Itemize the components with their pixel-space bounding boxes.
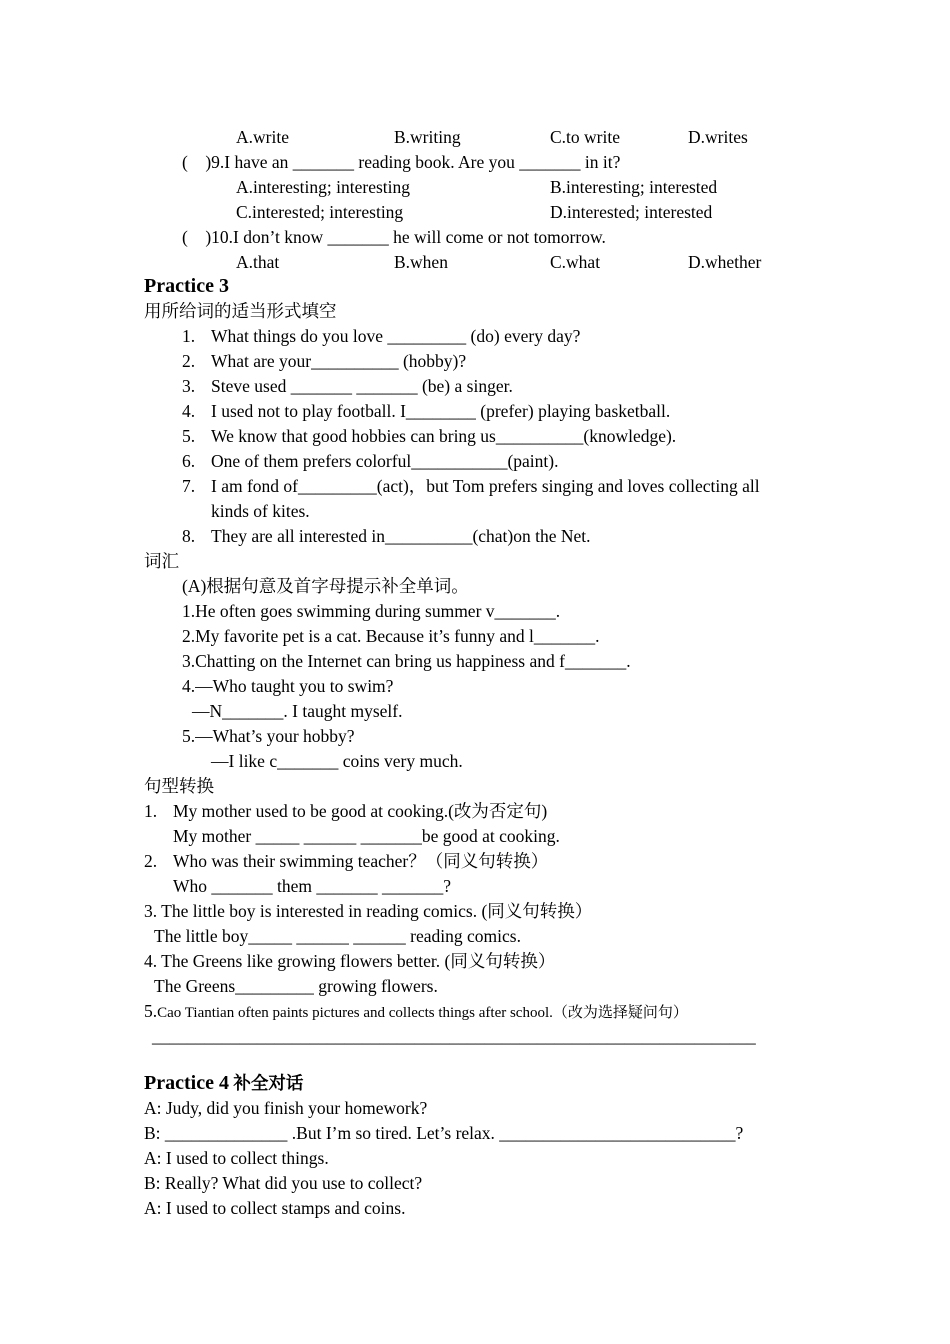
q9-option-b: B.interesting; interested — [550, 177, 718, 197]
dialog-line-4: B: Really? What did you use to collect? — [144, 1173, 423, 1193]
p3-item-8-number: 8. — [182, 526, 196, 546]
practice3-instruction: 用所给词的适当形式填空 — [144, 301, 337, 321]
q8-option-a: A.write — [236, 127, 289, 147]
transform-q1: My mother used to be good at cooking.(改为否定句) — [173, 801, 548, 821]
dialog-line-5: A: I used to collect stamps and coins. — [144, 1198, 406, 1218]
q9-option-d: D.interested; interested — [550, 202, 713, 222]
practice3-title: Practice 3 — [144, 275, 229, 297]
vocab-line-3: 3.Chatting on the Internet can bring us happiness and f_______. — [182, 651, 631, 671]
q8-option-c: C.to write — [550, 127, 620, 147]
p3-item-4-number: 4. — [182, 401, 196, 421]
transform-q3: 3. The little boy is interested in reading comics. (同义句转换） — [144, 901, 593, 921]
p3-item-7: I am fond of_________(act)，but Tom prefers singing and loves collecting all — [211, 476, 760, 496]
q9-option-a: A.interesting; interesting — [236, 177, 410, 197]
transform-q4: 4. The Greens like growing flowers better. (同义句转换） — [144, 951, 556, 971]
transform-q1-number: 1. — [144, 801, 158, 821]
transform-q3-answer: The little boy_____ ______ ______ reading comics. — [154, 926, 521, 946]
p3-item-6-number: 6. — [182, 451, 196, 471]
transform-q4-answer: The Greens_________ growing flowers. — [154, 976, 438, 996]
q10-stem: ( )10.I don’t know _______ he will come or not tomorrow. — [182, 227, 606, 247]
q10-option-c: C.what — [550, 252, 601, 272]
vocab-subtitle: (A)根据句意及首字母提示补全单词。 — [182, 576, 469, 596]
transform-q1-answer: My mother _____ ______ _______be good at cooking. — [173, 826, 560, 846]
dialog-line-2: B: ______________ .But I’m so tired. Let’s relax. ___________________________? — [144, 1123, 744, 1143]
p3-item-8: They are all interested in__________(chat)on the Net. — [211, 526, 591, 546]
dialog-line-1: A: Judy, did you finish your homework? — [144, 1098, 428, 1118]
dialog-line-3: A: I used to collect things. — [144, 1148, 329, 1168]
p3-item-6: One of them prefers colorful___________(paint). — [211, 451, 559, 471]
p3-item-5-number: 5. — [182, 426, 196, 446]
vocab-line-2: 2.My favorite pet is a cat. Because it’s funny and l_______. — [182, 626, 600, 646]
p3-item-3-number: 3. — [182, 376, 196, 396]
p3-item-1: What things do you love _________ (do) every day? — [211, 326, 581, 346]
practice4-title: Practice 4 — [144, 1072, 229, 1094]
transform-q5 — [144, 999, 688, 1026]
p3-item-5: We know that good hobbies can bring us__________(knowledge). — [211, 426, 677, 446]
vocab-line-5-answer: —I like c_______ coins very much. — [211, 751, 463, 771]
transform-q2-answer: Who _______ them _______ _______? — [173, 876, 452, 896]
vocab-line-4-answer: —N_______. I taught myself. — [192, 701, 403, 721]
p3-item-3: Steve used _______ _______ (be) a singer. — [211, 376, 513, 396]
p3-item-1-number: 1. — [182, 326, 196, 346]
q8-option-d: D.writes — [688, 127, 748, 147]
transform-q2-number: 2. — [144, 851, 158, 871]
q10-option-d: D.whether — [688, 252, 762, 272]
transform-q5-text: Cao Tiantian often paints pictures and collects things after school.（改为选择疑问句） — [157, 1005, 688, 1021]
q8-option-b: B.writing — [394, 127, 461, 147]
q10-option-a: A.that — [236, 252, 280, 272]
transform-title: 句型转换 — [144, 776, 214, 796]
q10-option-b: B.when — [394, 252, 448, 272]
practice4-title-cn: 补全对话 — [233, 1073, 304, 1093]
p3-item-2-number: 2. — [182, 351, 196, 371]
vocab-title: 词汇 — [144, 551, 179, 571]
practice4-heading — [144, 1071, 303, 1096]
vocab-line-1: 1.He often goes swimming during summer v_______. — [182, 601, 561, 621]
transform-q5-answer-line: _____________________________________________________________________ — [152, 1026, 756, 1046]
p3-item-7-number: 7. — [182, 476, 196, 496]
vocab-line-4: 4.—Who taught you to swim? — [182, 676, 394, 696]
vocab-line-5: 5.—What’s your hobby? — [182, 726, 355, 746]
q9-option-c: C.interested; interesting — [236, 202, 404, 222]
transform-q5-number: 5. — [144, 1001, 158, 1021]
transform-q2: Who was their swimming teacher？（同义句转换） — [173, 851, 549, 871]
p3-item-7-continuation: kinds of kites. — [211, 501, 310, 521]
q9-stem: ( )9.I have an _______ reading book. Are you _______ in it? — [182, 152, 621, 172]
p3-item-2: What are your__________ (hobby)? — [211, 351, 467, 371]
p3-item-4: I used not to play football. I________ (prefer) playing basketball. — [211, 401, 671, 421]
